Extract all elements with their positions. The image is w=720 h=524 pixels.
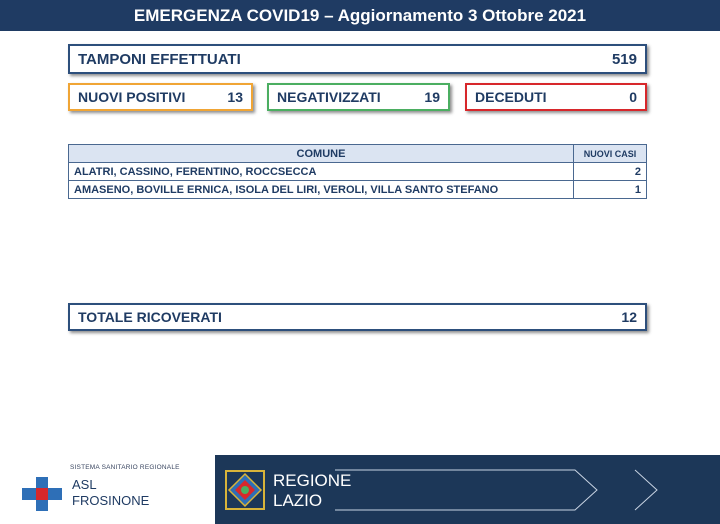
decorative-chevron-lines [335,468,715,512]
asl-caption: SISTEMA SANITARIO REGIONALE [70,464,180,471]
comune-header: COMUNE [69,145,574,163]
regione-line1: REGIONE [273,471,352,490]
deceduti-box [465,83,647,111]
negativizzati-value: 19 [424,89,440,105]
nuovi-casi-cell: 2 [574,163,647,181]
asl-logo [12,455,212,524]
regione-emblem-icon [225,470,265,510]
ricoverati-label: TOTALE RICOVERATI [78,309,222,325]
asl-line1: ASL [72,477,97,492]
ricoverati-value: 12 [621,309,637,325]
comune-cell: AMASENO, BOVILLE ERNICA, ISOLA DEL LIRI, VEROLI, VILLA SANTO STEFANO [69,181,574,199]
nuovi-casi-header: NUOVI CASI [574,145,647,163]
nuovi-positivi-box [68,83,253,111]
nuovi-casi-cell: 1 [574,181,647,199]
table-header-row [69,145,647,163]
comune-cell: ALATRI, CASSINO, FERENTINO, ROCCSECCA [69,163,574,181]
deceduti-label: DECEDUTI [475,89,547,105]
asl-line2: FROSINONE [72,493,150,508]
regione-lazio-banner [215,455,720,524]
asl-name [72,477,149,509]
medical-cross-icon [22,477,62,511]
page-title: EMERGENZA COVID19 – Aggiornamento 3 Ottobre 2021 [133,5,587,25]
footer [0,455,720,524]
table-row [69,181,647,199]
tamponi-value: 519 [611,50,637,68]
table-row [69,163,647,181]
tamponi-label: TAMPONI EFFETTUATI [78,50,241,68]
deceduti-value: 0 [629,89,637,105]
negativizzati-box [267,83,450,111]
regione-line2: LAZIO [273,491,323,510]
nuovi-positivi-label: NUOVI POSITIVI [78,89,186,105]
nuovi-positivi-value: 13 [227,89,243,105]
header-bar [0,0,720,31]
negativizzati-label: NEGATIVIZZATI [277,89,381,105]
tamponi-effettuati-box [68,44,647,74]
totale-ricoverati-box [68,303,647,331]
comuni-table [68,144,647,199]
